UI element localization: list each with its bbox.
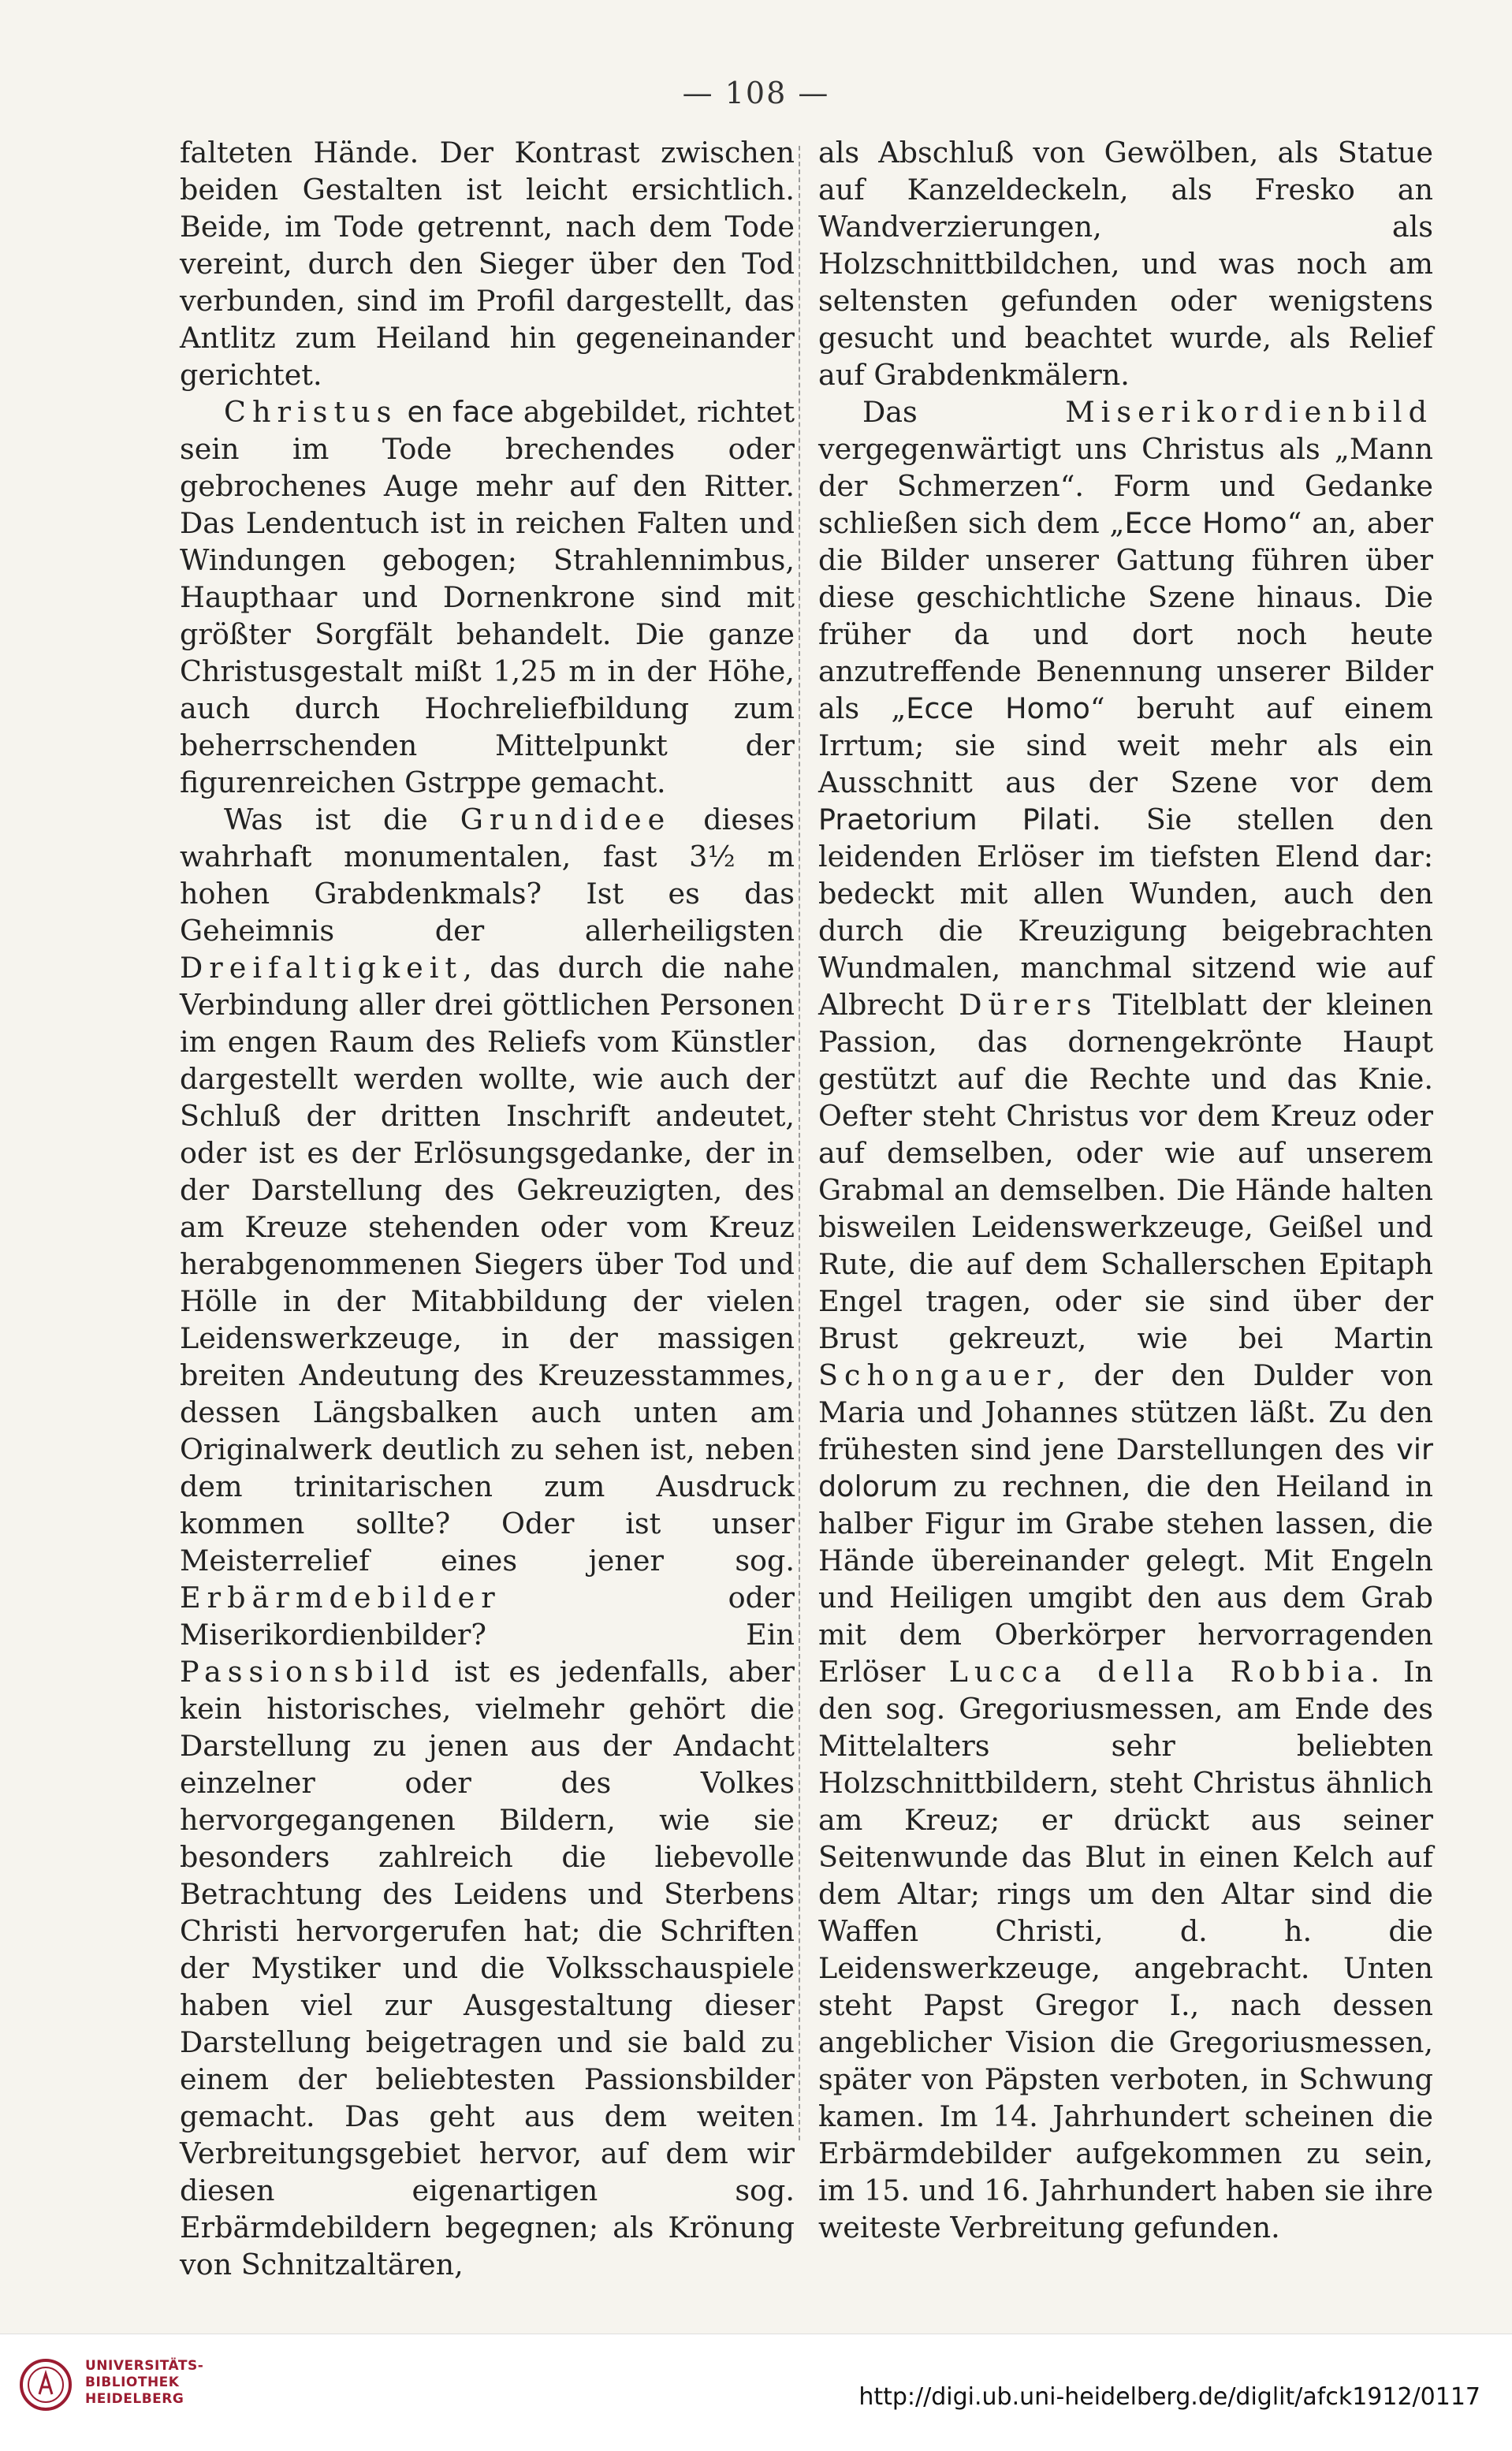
logo-line: BIBLIOTHEK xyxy=(85,2375,180,2390)
text-run: ist es jedenfalls, aber kein historisches, vielmehr gehört die Darstellung zu jenen aus der Andacht einzelner oder des Volkes hervorgegangenen Bildern, wie sie besonders zahlreich die liebevolle Betrachtung des Leidens und Sterbens Christi hervorgerufen hat; die Schriften der Mystiker und die Volksschauspiele haben viel zur Ausgestaltung dieser Darstellung beigetragen und sie bald zu einem der beliebtesten Passionsbilder gemacht. Das geht aus dem weiten Verbreitungsgebiet hervor, auf dem wir diesen eigenartigen sog. Erbärmdebildern begegnen; als Krönung von Schnitzaltären, xyxy=(180,1655,795,2282)
latin-vir-dolorum: vir dolorum xyxy=(818,1432,1433,1503)
text-run: zu rechnen, die den Heiland in halber Figur im Grabe stehen lassen, die Hände übereinander gelegt. Mit Engeln und Heiligen umgibt den aus dem Grab mit dem Oberkörper hervorragenden Erlöser xyxy=(818,1469,1433,1689)
latin-praetorium: Praetorium Pilati xyxy=(818,803,1093,836)
emphasis-grundidee: Grundidee xyxy=(460,803,672,836)
text-run: Titelblatt der kleinen Passion, das dornengekrönte Haupt gestützt auf die Rechte und das Knie. Oefter steht Christus vor dem Kreuz oder auf demselben, oder wie auf unserem Grabmal an demselben. Die Hände halten bisweilen Leidenswerkzeuge, Geißel und Rute, die auf dem Schallerschen Epitaph Engel tragen, oder sie sind über der Brust gekreuzt, wie bei Martin xyxy=(818,988,1433,1355)
emphasis-miserikordienbild: Miserikordienbild xyxy=(1065,395,1433,429)
text-run: Das xyxy=(862,395,1066,429)
emphasis-schongauer: Schongauer xyxy=(818,1358,1057,1392)
emphasis-erbaermdebilder: Erbärmdebilder xyxy=(180,1581,501,1615)
page-number: — 108 — xyxy=(682,76,830,110)
logo-line: UNIVERSITÄTS- xyxy=(85,2358,204,2374)
left-column xyxy=(180,134,795,2283)
emphasis-lucca-della-robbia: Lucca della Robbia xyxy=(948,1655,1371,1689)
left-paragraph-2 xyxy=(180,393,795,801)
text-run: . Sie stellen den leidenden Erlöser im tiefsten Elend dar: bedeckt mit allen Wunden, auch den durch die Kreuzigung beigebrachten Wundmalen, manchmal sitzend wie auf Albrecht xyxy=(818,803,1433,1022)
emphasis-christus: Christus xyxy=(224,395,398,429)
text-run: , das durch die nahe Verbindung aller drei göttlichen Personen im engen Raum des Reliefs vom Künstler dargestellt werden wollte, wie auch der Schluß der dritten Inschrift andeutet, oder ist es der Erlösungsgedanke, der in der Darstellung des Gekreuzigten, des am Kreuze stehenden oder vom Kreuz herabgenommenen Siegers über Tod und Hölle in der Mitabbildung der vielen Leidenswerkzeuge, in der massigen breiten Andeutung des Kreuzesstammes, dessen Längsbalken auch unten am Originalwerk deutlich zu sehen ist, neben dem trinitarischen zum Ausdruck kommen sollte? Oder ist unser Meisterrelief eines jener sog. xyxy=(180,951,795,1578)
left-paragraph-3 xyxy=(180,801,795,2283)
emphasis-passionsbild: Passionsbild xyxy=(180,1655,436,1689)
latin-ecce-homo-2: Ecce Homo xyxy=(906,691,1090,725)
text-run: oder Miserikordienbilder? Ein xyxy=(180,1581,795,1652)
text-run: “ an, aber die Bilder unserer Gattung führen über diese geschichtliche Szene hinaus. Die früher da und dort noch heute anzutreffende Benennung unserer Bilder als „ xyxy=(818,506,1433,725)
university-seal-icon xyxy=(19,2358,73,2412)
library-logo-text[interactable] xyxy=(85,2358,203,2408)
right-paragraph-1: als Abschluß von Gewölben, als Statue auf Kanzeldeckeln, als Fresko an Wandverzierungen, als Holzschnittbildchen, und was noch am seltensten gefunden oder wenigstens gesucht und beachtet wurde, als Relief auf Grabdenkmälern. xyxy=(818,136,1433,392)
emphasis-duerers: Dürers xyxy=(959,988,1098,1022)
right-paragraph-2 xyxy=(818,393,1433,2246)
logo-line: HEIDELBERG xyxy=(85,2391,184,2407)
source-url-link[interactable]: http://digi.ub.uni-heidelberg.de/diglit/afck1912/0117 xyxy=(858,2383,1480,2411)
text-run: “ beruht auf einem Irrtum; sie sind weit mehr als ein Ausschnitt aus der Szene vor dem xyxy=(818,691,1433,799)
footer-bar xyxy=(0,2334,1512,2451)
text-run: vergegenwärtigt uns Christus als „Mann der Schmerzen“. Form und Gedanke schließen sich dem „ xyxy=(818,432,1433,540)
column-divider xyxy=(799,146,800,2140)
latin-ecce-homo: Ecce Homo xyxy=(1124,506,1287,540)
text-run: . In den sog. Gregoriusmessen, am Ende des Mittelalters sehr beliebten Holzschnittbildern, steht Christus ähnlich am Kreuz; er drückt aus seiner Seitenwunde das Blut in einen Kelch auf dem Altar; rings um den Altar sind die Waffen Christi, d. h. die Leidenswerkzeuge, angebracht. Unten steht Papst Gregor I., nach dessen angeblicher Vision die Gregoriusmessen, später von Päpsten verboten, in Schwung kamen. Im 14. Jahrhundert scheinen die Erbärmdebilder aufgekommen zu sein, im 15. und 16. Jahrhundert haben sie ihre weiteste Verbreitung gefunden. xyxy=(818,1655,1433,2244)
latin-en-face: en face xyxy=(397,395,514,429)
left-paragraph-2-text: abgebildet, richtet sein im Tode brechendes oder gebrochenes Auge mehr auf den Ritter. Das Lendentuch ist in reichen Falten und Windungen gebogen; Strahlennimbus, Haupthaar und Dornenkrone sind mit größter Sorgfält behandelt. Die ganze Christusgestalt mißt 1,25 m in der Höhe, auch durch Hochreliefbildung zum beherrschenden Mittelpunkt der figurenreichen Gstrppe gemacht. xyxy=(180,395,795,799)
text-run: , der den Dulder von Maria und Johannes stützen läßt. Zu den frühesten sind jene Darstellungen des xyxy=(818,1358,1433,1466)
text-run: dieses wahrhaft monumentalen, fast 3½ m hohen Grabdenkmals? Ist es das Geheimnis der allerheiligsten xyxy=(180,803,795,948)
left-paragraph-1: falteten Hände. Der Kontrast zwischen beiden Gestalten ist leicht ersichtlich. Beide, im Tode getrennt, nach dem Tode vereint, durch den Sieger über den Tod verbunden, sind im Profil dargestellt, das Antlitz zum Heiland hin gegeneinander gerichtet. xyxy=(180,136,795,392)
emphasis-dreifaltigkeit: Dreifaltigkeit xyxy=(180,951,464,985)
right-column xyxy=(818,134,1433,2246)
text-run: Was ist die xyxy=(224,803,460,836)
